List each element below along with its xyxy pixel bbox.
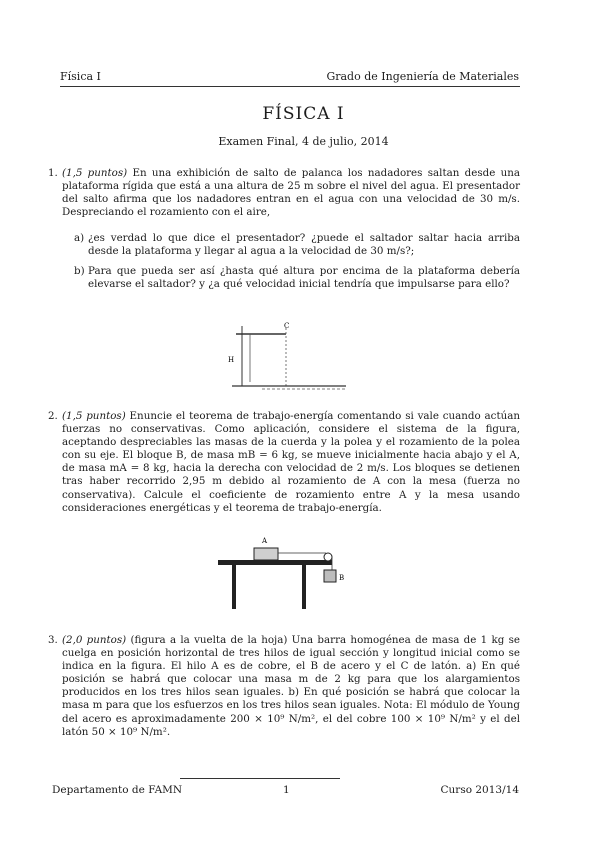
part-b-label: b) [74,265,85,277]
table-pulley-figure [210,534,350,614]
problem-1-number: 1. [48,167,58,179]
part-a-label: a) [74,232,85,244]
table-leg-left [232,565,236,609]
problem-3-text: (figura a la vuelta de la hoja) Una barra homogénea de masa de 1 kg se cuelga en posición horizontal de tres hilos de igual sección y longitud inicial como se indica en la figura. El hilo A es de cobre, el B de acero y el C de latón. a) En qué posición se habrá que colocar una masa m de 2 kg para que los alargamientos producidos en los tres hilos sean iguales. b) En qué posición se habrá que colocar la masa m para que los esfuerzos en los tres hilos sean iguales. Nota: El módulo de Young del acero es aproximadamente 200 × 10⁹ N/m², el del cobre 100 × 10⁹ N/m² y el del latón 50 × 10⁹ N/m². [62,634,520,738]
page-subtitle: Examen Final, 4 de julio, 2014 [218,135,389,148]
problem-1-part-b [74,265,520,291]
problem-1 [48,167,520,219]
problem-3 [48,634,520,739]
problem-2-points: (1,5 puntos) [62,410,126,422]
problem-1-text: En una exhibición de salto de palanca los nadadores saltan desde una plataforma rígida que está a una altura de 25 m sobre el nivel del agua. El presentador del salto afirma que los nadadores entran en el agua con una velocidad de 30 m/s. Despreciando el rozamiento con el aire, [62,167,520,219]
problem-1-points: (1,5 puntos) [62,167,128,179]
table-top [218,560,332,565]
height-label: H [228,356,235,364]
problem-2-number: 2. [48,410,58,422]
problem-2 [48,410,520,515]
diving-figure [222,320,362,392]
header-rule [60,86,520,87]
page-number: 1 [283,784,290,796]
block-a-label: A [262,537,268,545]
header-left: Física I [60,70,101,83]
block-b [324,570,336,582]
problem-1-part-a [74,232,520,258]
table-leg-right [302,565,306,609]
block-b-label: B [339,574,345,582]
page-title: FÍSICA I [262,104,345,124]
footer-rule [180,778,340,779]
footer-left: Departamento de FAMN [52,784,183,796]
footer-right: Curso 2013/14 [440,784,519,796]
point-c-label: C [284,322,290,330]
part-b-text: Para que pueda ser así ¿hasta qué altura por encima de la plataforma debería elevarse el saltador? y ¿a qué velocidad inicial tendría que impulsarse para ello? [88,265,520,291]
problem-2-text: Enuncie el teorema de trabajo-energía comentando si vale cuando actúan fuerzas no conservativas. Como aplicación, considere el sistema de la figura, aceptando despreciables las masas de la cuerda y la polea y el rozamiento de la polea con su eje. El bloque B, de masa mB = 6 kg, se mueve inicialmente hacia abajo y el A, de masa mA = 8 kg, hacia la derecha con velocidad de 2 m/s. Los bloques se detienen tras haber recorrido 2,95 m debido al rozamiento de A con la mesa (fuerza no conservativa). Calcule el coeficiente de rozamiento entre A y la mesa usando consideraciones energéticas y el teorema de trabajo-energía. [62,410,520,514]
part-a-text: ¿es verdad lo que dice el presentador? ¿puede el saltador saltar hacia arriba desde la plataforma y llegar al agua a la velocidad de 30 m/s?; [88,232,520,258]
problem-3-points: (2,0 puntos) [62,634,127,646]
header-right: Grado de Ingeniería de Materiales [326,70,519,83]
problem-3-number: 3. [48,634,58,646]
block-a [254,548,278,560]
pulley [324,553,332,561]
